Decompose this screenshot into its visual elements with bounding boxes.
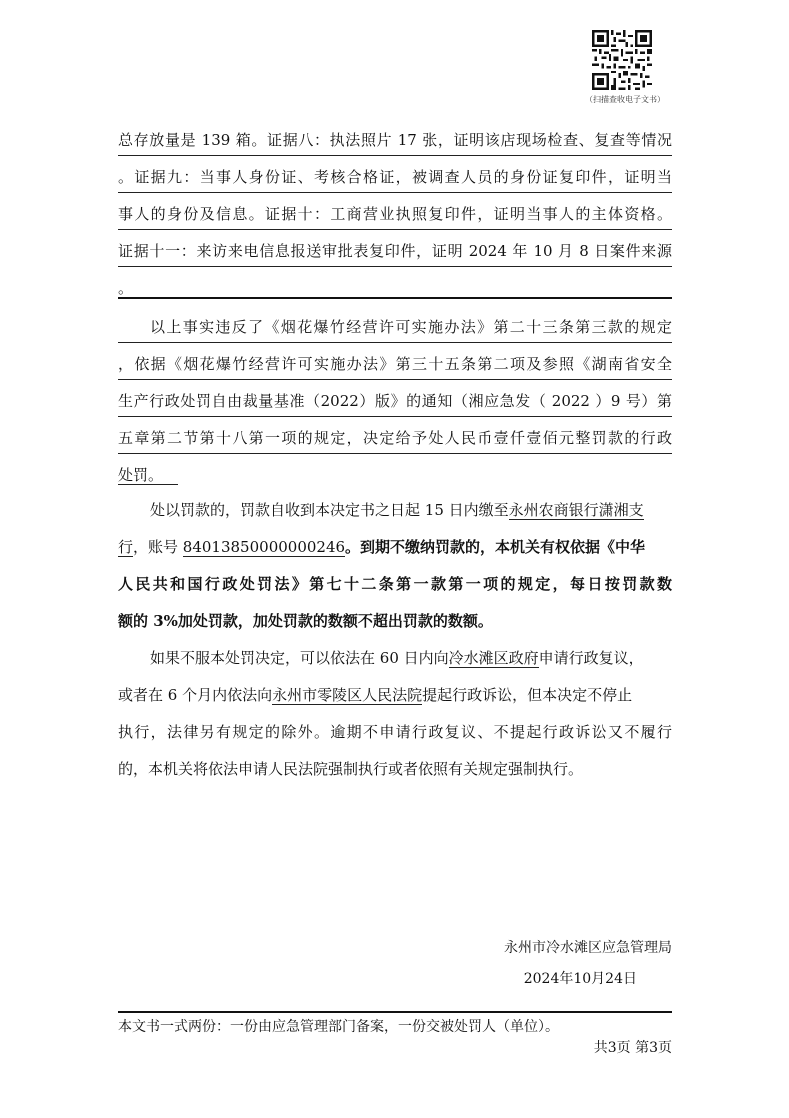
appeal-line: 的，本机关将依法申请人民法院强制执行或者依照有关规定强制执行。 xyxy=(118,760,584,778)
violation-line: 五章第二节第十八第一项的规定，决定给予处人民币壹仟壹佰元整罚款的行政 xyxy=(118,429,672,447)
qr-caption: （扫描查收电子文书） xyxy=(585,95,665,104)
violation-line: 以上事实违反了《烟花爆竹经营许可实施办法》第二十三条第三款的规定 xyxy=(150,318,672,336)
late-penalty-text: 额的 3%加处罚款，加处罚款的数额不超出罚款的数额。 xyxy=(118,612,493,630)
underline-rule xyxy=(118,266,672,267)
issue-date: 2024年10月24日 xyxy=(523,971,637,987)
payment-line xyxy=(118,611,672,631)
evidence-line: 总存放量是 139 箱。证据八：执法照片 17 张，证明该店现场检查、复查等情况 xyxy=(118,131,672,149)
appeal-line: 执行，法律另有规定的除外。逾期不申请行政复议、不提起行政诉讼又不履行 xyxy=(118,723,672,741)
underline-rule xyxy=(118,342,672,343)
underline-rule xyxy=(118,379,672,380)
footer-divider xyxy=(118,1011,672,1013)
violation-line: ，依据《烟花爆竹经营许可实施办法》第三十五条第二项及参照《湖南省安全 xyxy=(118,355,672,373)
account-number: 84013850000000246 xyxy=(182,538,346,556)
appeal-text: 如果不服本处罚决定，可以依法在 60 日内向 xyxy=(150,649,449,667)
review-authority: 冷水滩区政府 xyxy=(448,649,539,667)
payment-line xyxy=(118,574,672,594)
appeal-line xyxy=(150,648,672,668)
evidence-line: 证据十一：来访来电信息报送审批表复印件，证明 2024 年 10 月 8 日案件来源 xyxy=(118,242,672,260)
bank-name-cont: 行 xyxy=(118,538,134,556)
violation-line: 处罚。 xyxy=(118,466,164,484)
evidence-line: 事人的身份及信息。证据十：工商营业执照复印件，证明当事人的主体资格。 xyxy=(118,205,672,223)
appeal-line xyxy=(118,685,672,705)
appeal-text: 或者在 6 个月内依法向 xyxy=(118,686,273,704)
payment-text: 处以罚款的，罚款自收到本决定书之日起 15 日内缴至 xyxy=(150,501,509,519)
issuing-authority: 永州市冷水滩区应急管理局 xyxy=(504,940,672,956)
late-penalty-text: 。到期不缴纳罚款的，本机关有权依据《中华 xyxy=(345,538,646,556)
underline-rule xyxy=(118,484,178,485)
underline-rule xyxy=(118,192,672,193)
section-divider xyxy=(118,297,672,299)
copies-note: 本文书一式两份：一份由应急管理部门备案，一份交被处罚人（单位）。 xyxy=(118,1019,559,1035)
underline-rule xyxy=(118,155,672,156)
payment-line xyxy=(118,537,672,557)
evidence-line: 。 xyxy=(118,279,134,297)
page-number: 共3页 第3页 xyxy=(593,1040,672,1056)
underline-rule xyxy=(118,416,672,417)
underline-rule xyxy=(118,229,672,230)
court-name: 永州市零陵区人民法院 xyxy=(272,686,423,704)
appeal-text: 提起行政诉讼，但本决定不停止 xyxy=(422,686,633,704)
late-penalty-text: 人民共和国行政处罚法》第七十二条第一款第一项的规定，每日按罚款数 xyxy=(118,575,672,593)
bank-name: 永州农商银行潇湘支 xyxy=(508,501,644,519)
account-label: ，账号 xyxy=(133,538,183,556)
qr-code-image xyxy=(592,30,652,90)
appeal-paragraph xyxy=(118,648,672,788)
appeal-text: 申请行政复议， xyxy=(538,649,644,667)
payment-paragraph xyxy=(118,500,672,640)
evidence-line: 。证据九：当事人身份证、考核合格证，被调查人员的身份证复印件，证明当 xyxy=(118,168,672,186)
underline-rule xyxy=(118,453,672,454)
violation-line: 生产行政处罚自由裁量基准（2022）版》的通知（湘应急发（ 2022 ）9 号）第 xyxy=(118,392,672,410)
payment-line xyxy=(150,500,672,520)
